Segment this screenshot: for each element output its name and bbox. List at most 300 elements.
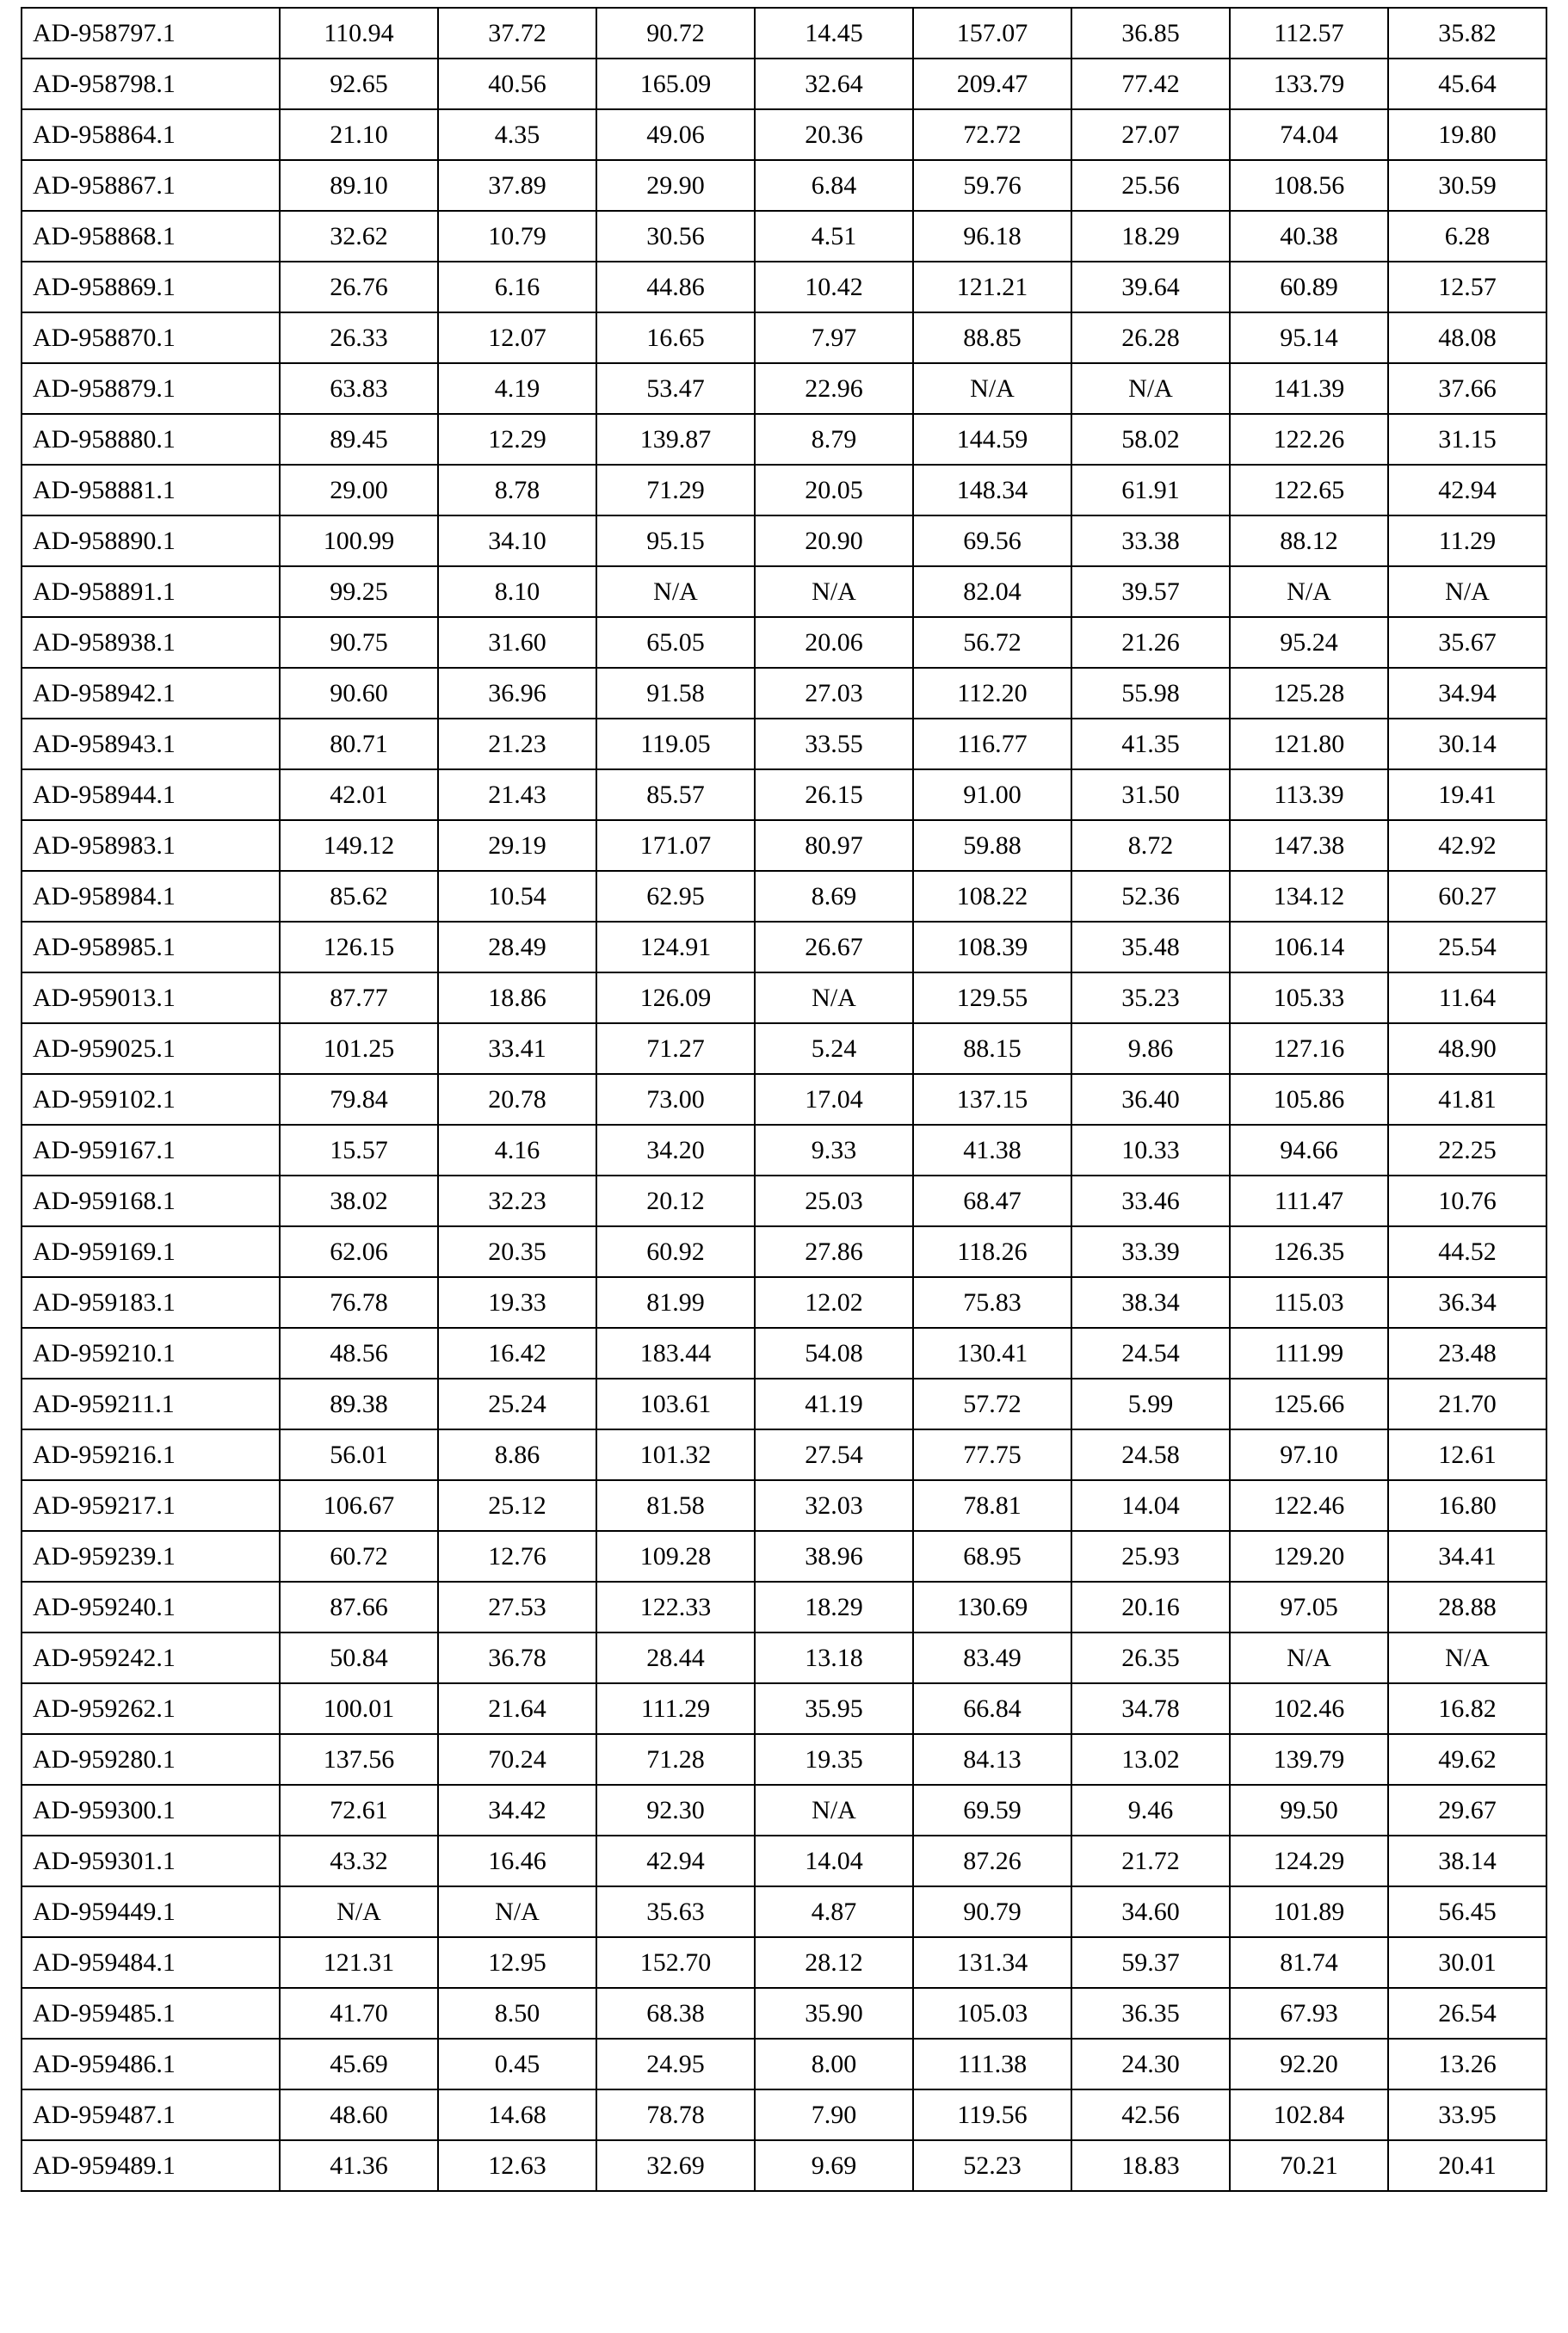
table-row — [22, 1734, 1546, 1785]
value-cell: 61.91 — [1071, 465, 1230, 515]
value-cell: 32.62 — [280, 211, 438, 262]
value-cell: 6.16 — [438, 262, 596, 312]
value-cell: 10.54 — [438, 871, 596, 922]
value-cell: N/A — [1388, 566, 1546, 617]
value-cell: 30.01 — [1388, 1937, 1546, 1988]
row-id-cell: AD-958942.1 — [22, 668, 280, 719]
value-cell: 25.24 — [438, 1379, 596, 1429]
value-cell: 122.65 — [1230, 465, 1388, 515]
table-row — [22, 1785, 1546, 1836]
value-cell: 124.91 — [596, 922, 755, 972]
value-cell: 33.41 — [438, 1023, 596, 1074]
value-cell: 20.35 — [438, 1226, 596, 1277]
value-cell: 113.39 — [1230, 769, 1388, 820]
row-id-cell: AD-959486.1 — [22, 2039, 280, 2089]
value-cell: 77.42 — [1071, 59, 1230, 109]
table-row — [22, 1277, 1546, 1328]
value-cell: 35.67 — [1388, 617, 1546, 668]
row-id-cell: AD-958944.1 — [22, 769, 280, 820]
value-cell: 94.66 — [1230, 1125, 1388, 1176]
value-cell: 12.61 — [1388, 1429, 1546, 1480]
value-cell: 8.79 — [755, 414, 913, 465]
value-cell: 20.36 — [755, 109, 913, 160]
value-cell: 35.95 — [755, 1683, 913, 1734]
value-cell: 21.64 — [438, 1683, 596, 1734]
value-cell: 124.29 — [1230, 1836, 1388, 1886]
table-body — [22, 8, 1546, 2191]
value-cell: 19.35 — [755, 1734, 913, 1785]
row-id-cell: AD-958890.1 — [22, 515, 280, 566]
value-cell: 122.46 — [1230, 1480, 1388, 1531]
table-row — [22, 617, 1546, 668]
table-row — [22, 871, 1546, 922]
value-cell: 9.69 — [755, 2140, 913, 2191]
value-cell: 62.06 — [280, 1226, 438, 1277]
value-cell: 21.23 — [438, 719, 596, 769]
value-cell: 108.22 — [913, 871, 1071, 922]
value-cell: 108.39 — [913, 922, 1071, 972]
value-cell: 41.36 — [280, 2140, 438, 2191]
row-id-cell: AD-958983.1 — [22, 820, 280, 871]
value-cell: 139.79 — [1230, 1734, 1388, 1785]
value-cell: 121.21 — [913, 262, 1071, 312]
value-cell: 34.10 — [438, 515, 596, 566]
value-cell: 5.24 — [755, 1023, 913, 1074]
table-row — [22, 1582, 1546, 1632]
row-id-cell: AD-959183.1 — [22, 1277, 280, 1328]
value-cell: 59.76 — [913, 160, 1071, 211]
value-cell: 36.34 — [1388, 1277, 1546, 1328]
value-cell: 133.79 — [1230, 59, 1388, 109]
value-cell: 69.56 — [913, 515, 1071, 566]
value-cell: 16.82 — [1388, 1683, 1546, 1734]
value-cell: 8.72 — [1071, 820, 1230, 871]
value-cell: 116.77 — [913, 719, 1071, 769]
value-cell: 20.06 — [755, 617, 913, 668]
value-cell: 99.50 — [1230, 1785, 1388, 1836]
data-table — [21, 7, 1547, 2192]
row-id-cell: AD-959025.1 — [22, 1023, 280, 1074]
value-cell: 41.38 — [913, 1125, 1071, 1176]
value-cell: 13.02 — [1071, 1734, 1230, 1785]
value-cell: 26.67 — [755, 922, 913, 972]
value-cell: 130.69 — [913, 1582, 1071, 1632]
value-cell: N/A — [1071, 363, 1230, 414]
value-cell: 21.26 — [1071, 617, 1230, 668]
value-cell: 209.47 — [913, 59, 1071, 109]
value-cell: 8.00 — [755, 2039, 913, 2089]
value-cell: N/A — [1388, 1632, 1546, 1683]
value-cell: 32.64 — [755, 59, 913, 109]
value-cell: 70.21 — [1230, 2140, 1388, 2191]
value-cell: 59.88 — [913, 820, 1071, 871]
value-cell: 52.23 — [913, 2140, 1071, 2191]
value-cell: 23.48 — [1388, 1328, 1546, 1379]
value-cell: N/A — [755, 1785, 913, 1836]
value-cell: 24.30 — [1071, 2039, 1230, 2089]
value-cell: 49.62 — [1388, 1734, 1546, 1785]
value-cell: 10.33 — [1071, 1125, 1230, 1176]
value-cell: 25.93 — [1071, 1531, 1230, 1582]
row-id-cell: AD-958879.1 — [22, 363, 280, 414]
value-cell: 56.01 — [280, 1429, 438, 1480]
value-cell: 0.45 — [438, 2039, 596, 2089]
value-cell: 100.99 — [280, 515, 438, 566]
value-cell: 40.38 — [1230, 211, 1388, 262]
value-cell: 76.78 — [280, 1277, 438, 1328]
value-cell: 127.16 — [1230, 1023, 1388, 1074]
table-row — [22, 2089, 1546, 2140]
value-cell: 29.19 — [438, 820, 596, 871]
value-cell: 63.83 — [280, 363, 438, 414]
row-id-cell: AD-959242.1 — [22, 1632, 280, 1683]
table-row — [22, 1683, 1546, 1734]
value-cell: 95.24 — [1230, 617, 1388, 668]
value-cell: 101.89 — [1230, 1886, 1388, 1937]
value-cell: 62.95 — [596, 871, 755, 922]
value-cell: 60.72 — [280, 1531, 438, 1582]
row-id-cell: AD-959301.1 — [22, 1836, 280, 1886]
value-cell: 110.94 — [280, 8, 438, 59]
value-cell: 4.87 — [755, 1886, 913, 1937]
value-cell: 18.29 — [755, 1582, 913, 1632]
value-cell: 45.69 — [280, 2039, 438, 2089]
value-cell: 137.56 — [280, 1734, 438, 1785]
value-cell: 10.42 — [755, 262, 913, 312]
value-cell: 35.23 — [1071, 972, 1230, 1023]
value-cell: 20.05 — [755, 465, 913, 515]
value-cell: 72.72 — [913, 109, 1071, 160]
value-cell: 43.32 — [280, 1836, 438, 1886]
value-cell: 7.90 — [755, 2089, 913, 2140]
value-cell: 49.06 — [596, 109, 755, 160]
value-cell: 32.23 — [438, 1176, 596, 1226]
value-cell: 21.43 — [438, 769, 596, 820]
row-id-cell: AD-959210.1 — [22, 1328, 280, 1379]
value-cell: 147.38 — [1230, 820, 1388, 871]
table-row — [22, 922, 1546, 972]
value-cell: 91.58 — [596, 668, 755, 719]
value-cell: 33.46 — [1071, 1176, 1230, 1226]
table-row — [22, 1328, 1546, 1379]
value-cell: 19.41 — [1388, 769, 1546, 820]
value-cell: 39.64 — [1071, 262, 1230, 312]
value-cell: 6.28 — [1388, 211, 1546, 262]
value-cell: 89.10 — [280, 160, 438, 211]
value-cell: 34.41 — [1388, 1531, 1546, 1582]
value-cell: 44.52 — [1388, 1226, 1546, 1277]
value-cell: 9.33 — [755, 1125, 913, 1176]
value-cell: 88.85 — [913, 312, 1071, 363]
table-row — [22, 363, 1546, 414]
value-cell: 35.90 — [755, 1988, 913, 2039]
value-cell: 27.03 — [755, 668, 913, 719]
value-cell: 65.05 — [596, 617, 755, 668]
value-cell: 131.34 — [913, 1937, 1071, 1988]
row-id-cell: AD-959217.1 — [22, 1480, 280, 1531]
value-cell: 121.80 — [1230, 719, 1388, 769]
value-cell: 27.53 — [438, 1582, 596, 1632]
value-cell: 48.90 — [1388, 1023, 1546, 1074]
row-id-cell: AD-958985.1 — [22, 922, 280, 972]
value-cell: 52.36 — [1071, 871, 1230, 922]
value-cell: 126.15 — [280, 922, 438, 972]
value-cell: 148.34 — [913, 465, 1071, 515]
value-cell: 11.64 — [1388, 972, 1546, 1023]
value-cell: 102.46 — [1230, 1683, 1388, 1734]
value-cell: 60.92 — [596, 1226, 755, 1277]
table-row — [22, 1480, 1546, 1531]
row-id-cell: AD-958891.1 — [22, 566, 280, 617]
value-cell: 30.59 — [1388, 160, 1546, 211]
value-cell: 14.04 — [755, 1836, 913, 1886]
value-cell: 20.41 — [1388, 2140, 1546, 2191]
value-cell: 88.15 — [913, 1023, 1071, 1074]
value-cell: 125.28 — [1230, 668, 1388, 719]
value-cell: 24.54 — [1071, 1328, 1230, 1379]
value-cell: 103.61 — [596, 1379, 755, 1429]
table-row — [22, 465, 1546, 515]
value-cell: 111.99 — [1230, 1328, 1388, 1379]
table-row — [22, 1988, 1546, 2039]
value-cell: 39.57 — [1071, 566, 1230, 617]
value-cell: 8.50 — [438, 1988, 596, 2039]
value-cell: 8.10 — [438, 566, 596, 617]
value-cell: N/A — [755, 972, 913, 1023]
row-id-cell: AD-958880.1 — [22, 414, 280, 465]
table-row — [22, 1937, 1546, 1988]
value-cell: 48.56 — [280, 1328, 438, 1379]
table-row — [22, 109, 1546, 160]
value-cell: 8.86 — [438, 1429, 596, 1480]
value-cell: 101.25 — [280, 1023, 438, 1074]
row-id-cell: AD-959169.1 — [22, 1226, 280, 1277]
value-cell: 95.14 — [1230, 312, 1388, 363]
value-cell: 32.69 — [596, 2140, 755, 2191]
table-row — [22, 769, 1546, 820]
value-cell: 4.19 — [438, 363, 596, 414]
value-cell: 21.72 — [1071, 1836, 1230, 1886]
value-cell: 16.46 — [438, 1836, 596, 1886]
row-id-cell: AD-958938.1 — [22, 617, 280, 668]
value-cell: 48.60 — [280, 2089, 438, 2140]
value-cell: 87.66 — [280, 1582, 438, 1632]
value-cell: 165.09 — [596, 59, 755, 109]
value-cell: 6.84 — [755, 160, 913, 211]
value-cell: 9.46 — [1071, 1785, 1230, 1836]
value-cell: 60.27 — [1388, 871, 1546, 922]
row-id-cell: AD-958798.1 — [22, 59, 280, 109]
value-cell: 137.15 — [913, 1074, 1071, 1125]
value-cell: 81.74 — [1230, 1937, 1388, 1988]
value-cell: N/A — [438, 1886, 596, 1937]
row-id-cell: AD-959262.1 — [22, 1683, 280, 1734]
value-cell: 77.75 — [913, 1429, 1071, 1480]
value-cell: 25.12 — [438, 1480, 596, 1531]
value-cell: 108.56 — [1230, 160, 1388, 211]
value-cell: 102.84 — [1230, 2089, 1388, 2140]
table-row — [22, 668, 1546, 719]
value-cell: 58.02 — [1071, 414, 1230, 465]
value-cell: 72.61 — [280, 1785, 438, 1836]
value-cell: 171.07 — [596, 820, 755, 871]
row-id-cell: AD-959485.1 — [22, 1988, 280, 2039]
value-cell: 41.81 — [1388, 1074, 1546, 1125]
table-row — [22, 1379, 1546, 1429]
value-cell: 24.95 — [596, 2039, 755, 2089]
value-cell: 18.86 — [438, 972, 596, 1023]
table-row — [22, 1074, 1546, 1125]
value-cell: 90.72 — [596, 8, 755, 59]
value-cell: 67.93 — [1230, 1988, 1388, 2039]
value-cell: 91.00 — [913, 769, 1071, 820]
value-cell: 79.84 — [280, 1074, 438, 1125]
value-cell: 28.88 — [1388, 1582, 1546, 1632]
value-cell: 69.59 — [913, 1785, 1071, 1836]
value-cell: 44.86 — [596, 262, 755, 312]
table-row — [22, 1886, 1546, 1937]
value-cell: 16.65 — [596, 312, 755, 363]
value-cell: 100.01 — [280, 1683, 438, 1734]
value-cell: 89.45 — [280, 414, 438, 465]
value-cell: 125.66 — [1230, 1379, 1388, 1429]
value-cell: 8.69 — [755, 871, 913, 922]
value-cell: 37.89 — [438, 160, 596, 211]
row-id-cell: AD-958984.1 — [22, 871, 280, 922]
row-id-cell: AD-958943.1 — [22, 719, 280, 769]
value-cell: 10.79 — [438, 211, 596, 262]
value-cell: 122.33 — [596, 1582, 755, 1632]
table-row — [22, 59, 1546, 109]
value-cell: 34.42 — [438, 1785, 596, 1836]
row-id-cell: AD-959211.1 — [22, 1379, 280, 1429]
value-cell: 7.97 — [755, 312, 913, 363]
value-cell: 18.29 — [1071, 211, 1230, 262]
value-cell: 33.38 — [1071, 515, 1230, 566]
value-cell: 41.35 — [1071, 719, 1230, 769]
value-cell: 34.20 — [596, 1125, 755, 1176]
value-cell: 35.63 — [596, 1886, 755, 1937]
value-cell: 24.58 — [1071, 1429, 1230, 1480]
value-cell: 12.95 — [438, 1937, 596, 1988]
value-cell: 81.99 — [596, 1277, 755, 1328]
value-cell: 92.20 — [1230, 2039, 1388, 2089]
value-cell: 96.18 — [913, 211, 1071, 262]
value-cell: 20.78 — [438, 1074, 596, 1125]
value-cell: 18.83 — [1071, 2140, 1230, 2191]
value-cell: 71.28 — [596, 1734, 755, 1785]
value-cell: 26.54 — [1388, 1988, 1546, 2039]
table-row — [22, 414, 1546, 465]
row-id-cell: AD-959240.1 — [22, 1582, 280, 1632]
value-cell: 30.56 — [596, 211, 755, 262]
value-cell: 35.48 — [1071, 922, 1230, 972]
value-cell: 38.14 — [1388, 1836, 1546, 1886]
value-cell: 157.07 — [913, 8, 1071, 59]
value-cell: 19.33 — [438, 1277, 596, 1328]
value-cell: 26.76 — [280, 262, 438, 312]
table-row — [22, 1632, 1546, 1683]
row-id-cell: AD-959216.1 — [22, 1429, 280, 1480]
value-cell: N/A — [913, 363, 1071, 414]
value-cell: N/A — [1230, 566, 1388, 617]
value-cell: 105.03 — [913, 1988, 1071, 2039]
value-cell: 87.77 — [280, 972, 438, 1023]
value-cell: 112.20 — [913, 668, 1071, 719]
value-cell: 112.57 — [1230, 8, 1388, 59]
table-row — [22, 160, 1546, 211]
table-row — [22, 820, 1546, 871]
value-cell: 59.37 — [1071, 1937, 1230, 1988]
value-cell: 80.97 — [755, 820, 913, 871]
value-cell: 53.47 — [596, 363, 755, 414]
value-cell: N/A — [755, 566, 913, 617]
value-cell: 66.84 — [913, 1683, 1071, 1734]
value-cell: 68.95 — [913, 1531, 1071, 1582]
value-cell: 36.35 — [1071, 1988, 1230, 2039]
value-cell: 28.12 — [755, 1937, 913, 1988]
value-cell: 27.86 — [755, 1226, 913, 1277]
value-cell: 122.26 — [1230, 414, 1388, 465]
value-cell: 21.70 — [1388, 1379, 1546, 1429]
value-cell: 28.49 — [438, 922, 596, 972]
value-cell: 27.54 — [755, 1429, 913, 1480]
value-cell: 33.95 — [1388, 2089, 1546, 2140]
row-id-cell: AD-959280.1 — [22, 1734, 280, 1785]
value-cell: 14.04 — [1071, 1480, 1230, 1531]
table-row — [22, 2140, 1546, 2191]
value-cell: 9.86 — [1071, 1023, 1230, 1074]
value-cell: 16.80 — [1388, 1480, 1546, 1531]
value-cell: 71.29 — [596, 465, 755, 515]
value-cell: 22.96 — [755, 363, 913, 414]
value-cell: 105.33 — [1230, 972, 1388, 1023]
table-row — [22, 1429, 1546, 1480]
value-cell: 109.28 — [596, 1531, 755, 1582]
value-cell: 12.29 — [438, 414, 596, 465]
value-cell: 17.04 — [755, 1074, 913, 1125]
value-cell: 111.38 — [913, 2039, 1071, 2089]
value-cell: 141.39 — [1230, 363, 1388, 414]
table-row — [22, 1176, 1546, 1226]
value-cell: 129.20 — [1230, 1531, 1388, 1582]
value-cell: 55.98 — [1071, 668, 1230, 719]
value-cell: 12.76 — [438, 1531, 596, 1582]
value-cell: 26.33 — [280, 312, 438, 363]
value-cell: 82.04 — [913, 566, 1071, 617]
value-cell: 42.94 — [596, 1836, 755, 1886]
value-cell: 26.28 — [1071, 312, 1230, 363]
value-cell: 20.90 — [755, 515, 913, 566]
row-id-cell: AD-959489.1 — [22, 2140, 280, 2191]
value-cell: 12.57 — [1388, 262, 1546, 312]
value-cell: 35.82 — [1388, 8, 1546, 59]
table-row — [22, 719, 1546, 769]
value-cell: 25.54 — [1388, 922, 1546, 972]
value-cell: 57.72 — [913, 1379, 1071, 1429]
value-cell: 14.45 — [755, 8, 913, 59]
value-cell: 13.18 — [755, 1632, 913, 1683]
value-cell: 126.35 — [1230, 1226, 1388, 1277]
table-row — [22, 2039, 1546, 2089]
value-cell: 25.56 — [1071, 160, 1230, 211]
value-cell: 26.35 — [1071, 1632, 1230, 1683]
table-row — [22, 1836, 1546, 1886]
value-cell: 105.86 — [1230, 1074, 1388, 1125]
row-id-cell: AD-958868.1 — [22, 211, 280, 262]
value-cell: 19.80 — [1388, 109, 1546, 160]
value-cell: 119.05 — [596, 719, 755, 769]
